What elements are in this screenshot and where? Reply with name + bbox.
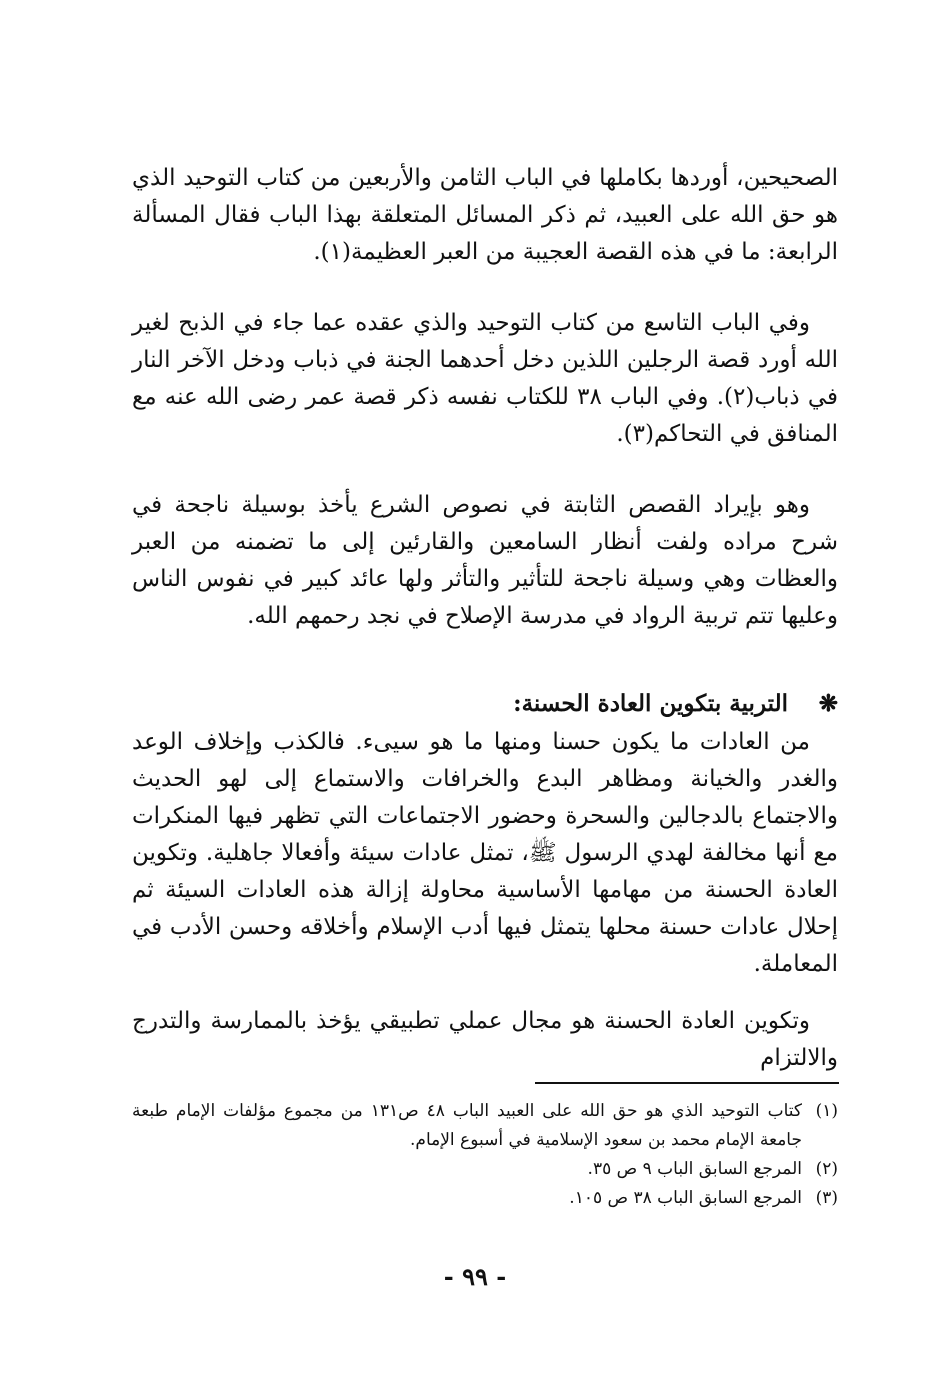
section-heading (132, 689, 838, 719)
footnote-2 (132, 1155, 838, 1184)
section-heading-text: التربية بتكوين العادة الحسنة: (513, 690, 788, 717)
footnotes (132, 1097, 838, 1213)
footnote-text: المرجع السابق الباب ٩ ص ٣٥. (587, 1159, 802, 1179)
paragraph-sahihayn: الصحيحين، أوردها بكاملها في الباب الثامن والأربعين من كتاب التوحيد الذي هو حق الله على العبيد، ثم ذكر المسائل المتعلقة بهذا الباب فقال المسألة الرابعة: ما في هذه القصة العجيبة من العبر العظيمة(١). (132, 165, 838, 265)
paragraph-habits: من العادات ما يكون حسنا ومنها ما هو سيىء. فالكذب وإخلاف الوعد والغدر والخيانة ومظاهر البدع والخرافات والاستماع إلى لهو الحديث والاجتماع بالدجالين والسحرة وحضور الاجتماعات التي تظهر فيها المنكرات مع أنها مخالفة لهدي الرسول ﷺ، تمثل عادات سيئة وأفعالا جاهلية. وتكوين العادة الحسنة من مهامها الأساسية محاولة إزالة هذه العادات السيئة ثم إحلال عادات حسنة محلها يتمثل فيها أدب الإسلام وأخلاقه وحسن الأدب في المعاملة. (132, 729, 838, 977)
asterisk-bullet-icon: ❋ (818, 690, 838, 717)
paragraph-ninth-chapter: وفي الباب التاسع من كتاب التوحيد والذي عقده عما جاء في الذبح لغير الله أورد قصة الرجلين اللذين دخل أحدهما الجنة في ذباب ودخل الآخر النار في ذباب(٢). وفي الباب ٣٨ للكتاب نفسه ذكر قصة عمر رضى الله عنه مع المنافق في التحاكم(٣). (132, 310, 838, 447)
footnote-3 (132, 1184, 838, 1213)
footnote-text: المرجع السابق الباب ٣٨ ص ١٠٥. (569, 1188, 802, 1208)
paragraph-good-habit-formation: وتكوين العادة الحسنة هو مجال عملي تطبيقي يؤخذ بالممارسة والتدرج والالتزام (132, 1008, 838, 1071)
footnote-number: (٢) (815, 1159, 838, 1179)
footnote-number: (١) (815, 1101, 838, 1121)
footnote-1 (132, 1097, 838, 1155)
footnote-text: كتاب التوحيد الذي هو حق الله على العبيد الباب ٤٨ ص١٣١ من مجموع مؤلفات الإمام طبعة جامعة الإمام محمد بن سعود الإسلامية في أسبوع الإمام. (132, 1101, 802, 1150)
page-number: - ٩٩ - (443, 1262, 507, 1291)
paragraph-stories-method: وهو بإيراد القصص الثابتة في نصوص الشرع يأخذ بوسيلة ناجحة في شرح مراده ولفت أنظار السامعين والقارئين إلى ما تضمنه من العبر والعظات وهي وسيلة ناجحة للتأثير والتأثر ولها عائد كبير في نفوس الناس وعليها تتم تربية الرواد في مدرسة الإصلاح في نجد رحمهم الله. (132, 492, 838, 629)
footnote-number: (٣) (815, 1188, 838, 1208)
footnote-divider (535, 1082, 839, 1084)
